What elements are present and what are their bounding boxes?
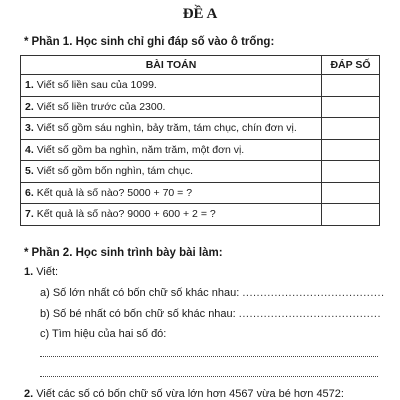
problem-text: Kết quả là số nào? 5000 + 70 = ? — [36, 186, 193, 199]
problem-text: Viết số gồm sáu nghìn, bảy trăm, tám chục, chín đơn vị. — [36, 122, 297, 135]
part2-heading: * Phần 2. Học sinh trình bày bài làm: — [24, 247, 223, 259]
header-answer: ĐÁP SỐ — [322, 56, 380, 75]
table-row: 7. Kết quả là số nào? 9000 + 600 + 2 = ? — [21, 204, 380, 226]
problem-text: Viết số liền sau của 1099. — [36, 79, 157, 92]
table-row: 4. Viết số gồm ba nghìn, năm trăm, một đơn vị. — [21, 139, 380, 161]
bullet-star-icon: * — [24, 36, 29, 48]
answer-line[interactable] — [40, 356, 378, 357]
problem-text: Viết số liền trước của 2300. — [36, 100, 166, 113]
question-1b: b) Số bé nhất có bốn chữ số khác nhau: ........................................ — [40, 308, 382, 320]
table-row: 6. Kết quả là số nào? 5000 + 70 = ? — [21, 182, 380, 204]
table-row: 2. Viết số liền trước của 2300. — [21, 96, 380, 118]
table-row: 3. Viết số gồm sáu nghìn, bảy trăm, tám chục, chín đơn vị. — [21, 118, 380, 140]
page-title: ĐỀ A — [182, 6, 218, 22]
answer-cell[interactable] — [322, 139, 380, 161]
question-1: 1. Viết: — [24, 266, 59, 278]
problem-table — [20, 55, 380, 226]
question-1a: a) Số lớn nhất có bốn chữ số khác nhau: ........................................ — [40, 287, 385, 299]
answer-cell[interactable] — [322, 204, 380, 226]
problem-text: Viết số gồm ba nghìn, năm trăm, một đơn vị. — [36, 143, 245, 156]
header-problem: BÀI TOÁN — [21, 56, 322, 75]
answer-cell[interactable] — [322, 96, 380, 118]
table-header-row — [21, 56, 380, 75]
problem-text: Viết số gồm bốn nghìn, tám chục. — [36, 165, 193, 178]
answer-cell[interactable] — [322, 118, 380, 140]
part1-heading: * Phần 1. Học sinh chỉ ghi đáp số vào ô trống: — [24, 36, 275, 48]
answer-blank-1a[interactable]: ........................................ — [242, 287, 385, 299]
table-row: 1. Viết số liền sau của 1099. — [21, 75, 380, 97]
question-1c: c) Tìm hiệu của hai số đó: — [40, 328, 167, 340]
answer-cell[interactable] — [322, 75, 380, 97]
bullet-star-icon: * — [24, 247, 29, 259]
question-2: 2. Viết các số có bốn chữ số vừa lớn hơn 4567 vừa bé hơn 4572: — [24, 388, 344, 400]
answer-line[interactable] — [40, 376, 378, 377]
answer-blank-1b[interactable]: ........................................ — [238, 308, 382, 320]
answer-cell[interactable] — [322, 182, 380, 204]
answer-cell[interactable] — [322, 161, 380, 183]
problem-text: Kết quả là số nào? 9000 + 600 + 2 = ? — [36, 208, 216, 221]
table-row: 5. Viết số gồm bốn nghìn, tám chục. — [21, 161, 380, 183]
